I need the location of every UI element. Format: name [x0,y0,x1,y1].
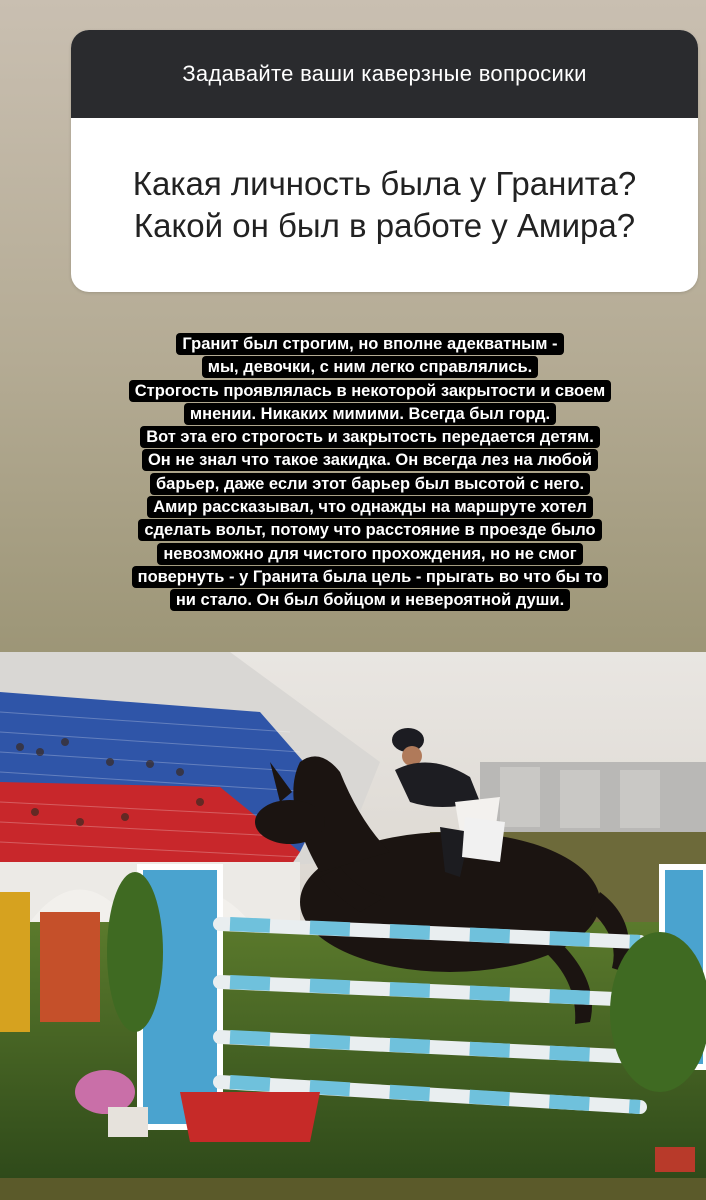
answer-line: повернуть - у Гранита была цель - прыгать во что бы то [132,566,609,588]
answer-line: невозможно для чистого прохождения, но не смог [157,543,582,565]
question-card [71,30,698,292]
answer-text-block [86,333,654,613]
question-text [71,118,698,292]
answer-line: сделать вольт, потому что расстояние в проезде было [138,519,601,541]
answer-line: Строгость проявлялась в некоторой закрытости и своем [129,380,612,402]
horse-jumping-photo [0,652,706,1178]
answer-line: ни стало. Он был бойцом и невероятной души. [170,589,570,611]
answer-line: Гранит был строгим, но вполне адекватным - [176,333,563,355]
answer-line: Он не знал что такое закидка. Он всегда лез на любой [142,449,598,471]
question-line: Какой он был в работе у Амира? [133,207,636,244]
bottom-strip [0,1178,706,1200]
answer-line: Амир рассказывал, что однажды на маршруте хотел [147,496,593,518]
answer-line: мнении. Никаких мимими. Всегда был горд. [184,403,556,425]
question-line: Какая личность была у Гранита? [132,165,637,202]
answer-line: мы, девочки, с ним легко справлялись. [202,356,539,378]
question-card-header: Задавайте ваши каверзные вопросики [71,30,698,118]
photo-illustration [0,652,706,1178]
answer-line: барьер, даже если этот барьер был высотой с него. [150,473,590,495]
answer-line: Вот эта его строгость и закрытость передается детям. [140,426,600,448]
